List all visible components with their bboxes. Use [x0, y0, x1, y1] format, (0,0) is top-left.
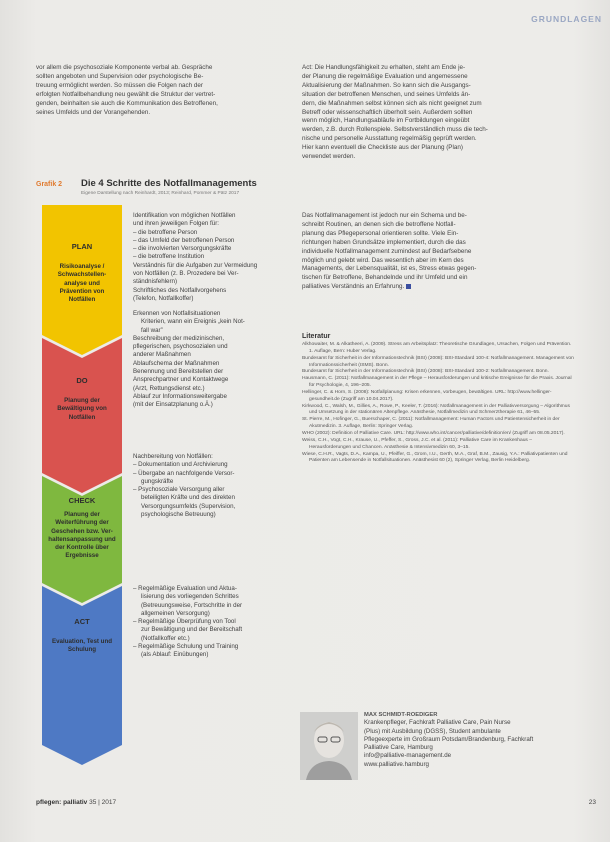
step-description-line: Notfällen — [68, 413, 96, 421]
literature-entry: Wiese, C.H.R., Vagts, D.A., Kampa, U., Pfeiffer, G., Grom, I.U., Gerth, M.A., Graf, B.M., Zausig, Y.A.: Palliativpatienten und Patienten am Lebensende in Notfallsituationen. Anästhesist 60 (2), Springer Verlag, Berlin Heidelberg. — [302, 451, 568, 464]
check-detail-line: Nachbereitung von Notfällen: — [133, 453, 213, 460]
step-description-line: Planung der — [64, 511, 100, 519]
do-step-description — [46, 397, 118, 422]
check-detail-line: psychologische Betreuung) — [141, 511, 216, 519]
literature-entry: Weiss, C.H., Vogt, C.H., Krause, U., Pfeffer, S., Gross, J.C. et al. (2011): Palliative Care im Krankenhaus – Herausforderungen und Chancen. Anästhesie & Intensivmedizin 60, 3–15. — [302, 437, 532, 450]
act-detail-line: – Regelmäßige Überprüfung von Tool — [133, 618, 236, 626]
author-bio-line: Pflegeexperte im Großraum Potsdam/Brandenburg, Fachkraft — [364, 735, 534, 743]
literature-entry: Hausmann, C. (2011): Notfallmanagement in der Pflege – Herausforderungen und kritische Ereignisse für die Praxis. Journal für Psychologie, 4, 196–205. — [302, 376, 572, 389]
literature-entry: St. Pierre, M., Hofinger, G., Buerschaper, C. (2011): Notfallmanagement: Human Factors und Patientensicherheit in der Akutmedizin. 3. Auflage, Berlin: Springer Verlag. — [302, 417, 560, 430]
paragraph-line: schreibt Routinen, an denen sich die betroffene Notfall- — [302, 220, 456, 228]
step-description-line: Bewältigung von — [57, 405, 107, 413]
act-detail-line: allgemeinen Versorgung) — [141, 609, 210, 617]
author-photo — [300, 712, 358, 780]
intro-line: der Planung die regelmäßige Evaluation und angemessene — [302, 72, 468, 80]
intro-line: werden, z.B. durch Rollenspiele. Selbstverständlich muss die tech- — [302, 126, 488, 134]
literature-entry: Alkhowaiter, M. & Alkatheeri, A. (2009). Stress am Arbeitsplatz: Theoretische Grundlagen, Ursachen, Folgen und Prävention. 1. Auflage, Bern: Huber Verlag. — [302, 342, 572, 354]
act-detail-line: (Betreuungsweise, Fortschritte in der — [141, 601, 243, 609]
check-detail-line: – Dokumentation und Archivierung — [133, 461, 228, 469]
plan-step-head: PLAN — [71, 242, 93, 251]
author-name: MAX SCHMIDT-ROEDIGER — [364, 712, 438, 718]
page-number: 23 — [588, 799, 596, 806]
plan-detail-line: Schriftliches des Notfallvorgehens — [133, 286, 227, 294]
intro-line: wenn möglich, Handlungsabläufe im Fortbildungen eingeübt — [302, 117, 470, 125]
author-bio-line: Palliative Care, Hamburg — [364, 744, 433, 752]
act-detail-line: lisierung des vorliegenden Schrittes — [141, 593, 239, 601]
right-intro-paragraph — [302, 64, 574, 162]
do-detail-line: fall war” — [141, 326, 163, 334]
step-description-line: Weiterführung der — [55, 519, 109, 527]
paragraph-line: planung das Pflegepersonal orientieren sollte. Viele Ein- — [302, 229, 459, 237]
do-detail-line: (Arzt, Rettungsdienst etc.) — [133, 384, 205, 392]
footer-journal — [36, 799, 116, 806]
step-description-line: Evaluation, Test und — [51, 638, 113, 646]
paragraph-line: individuelle Notfallmanagement zumindest auf Bedarfsebene — [302, 247, 472, 255]
step-description-line: Schwachstellen- — [57, 271, 107, 279]
plan-detail-line: – die involvierten Versorgungskräfte — [133, 245, 232, 253]
literature-entry: Hellinger, C. & Horn, S. (2008): Notfallplanung: Krisen erkennen, vorbeugen, bewältigen. URL: http://www.hellinger-gesundheit.de (Zugriff am 10.04.2017). — [302, 389, 552, 402]
intro-line: dern, die Maßnahmen selbst können sich als nicht geeignet zum — [302, 99, 482, 107]
paragraph-line: palliatives Verständnis an Erfahrung. — [302, 283, 574, 292]
left-intro-paragraph — [36, 64, 290, 117]
check-step-description — [46, 511, 118, 560]
journal-issue: 35 | 2017 — [89, 799, 117, 806]
right-closing-paragraph — [302, 212, 574, 292]
intro-line: Betreff oder wissenschaftlich überholt sein. Außerdem sollten — [302, 108, 473, 116]
step-description-line: Ergebnisse — [65, 552, 99, 560]
act-detail-line: – Regelmäßige Schulung und Training — [133, 643, 239, 651]
intro-line: vor allem die psychosoziale Komponente verbal ab. Gespräche — [36, 64, 213, 71]
step-description-line: Risikoanalyse / — [59, 263, 105, 271]
literature-entry: Bundesamt für Sicherheit in der Informationstechnik (BSI) (2008): BSI-Standard 100-4: Notfallmanagement. Management von Informationssicherheit (ISMS). Bonn. — [302, 355, 574, 368]
author-bio-line: info@palliative-management.de — [364, 752, 452, 760]
intro-line: genden, beinhalten sie auch die Kommunikation des Betroffenen, — [36, 99, 218, 107]
act-detail-line: zur Bewältigung und der Bereitschaft — [141, 626, 243, 634]
author-bio-line: Krankenpfleger, Fachkraft Palliative Care, Pain Nurse — [364, 719, 511, 727]
check-details — [133, 453, 293, 519]
literature-list — [302, 342, 574, 465]
step-description-line: Prävention von — [59, 287, 105, 295]
step-description-line: Schulung — [67, 646, 97, 654]
literature-entry: Bundesamt für Sicherheit in der Informationstechnik (BSI) (2008): BSI-Standard 100-2: Notfallmanagement. Bonn. — [302, 369, 549, 375]
plan-step-description — [46, 263, 118, 304]
journal-name: pflegen: palliativ — [36, 799, 88, 806]
intro-line: erfolgten Notfallbehandlung neu gewählt die Struktur der vertret- — [36, 90, 216, 98]
check-step — [46, 497, 118, 560]
act-details — [133, 585, 293, 660]
do-detail-line: Beschreibung der medizinischen, — [133, 334, 225, 342]
figure-source: Eigene Darstellung nach Reinhardt, 2013; Reinhard, Pommer & Pätz 2017 — [81, 191, 240, 196]
act-chevron — [42, 586, 122, 765]
do-detail-line: anderer Maßnahmen — [133, 351, 191, 359]
step-description-line: haltensanpassung und — [48, 535, 116, 543]
paragraph-line: Das Notfallmanagement ist jedoch nur ein Schema und be- — [302, 212, 467, 219]
act-step-head: ACT — [74, 617, 90, 626]
act-detail-line: (Notfallkoffer etc.) — [141, 634, 190, 642]
intro-line: situation der betroffenen Menschen, und seines Umfelds än- — [302, 90, 471, 98]
intro-line: nische und personelle Ausstattung regelmäßig geprüft werden. — [302, 135, 477, 143]
check-step-head: CHECK — [68, 496, 96, 505]
plan-detail-line: – das Umfeld der betroffenen Person — [133, 236, 235, 244]
author-bio-line: (Plus) mit Ausbildung (DGSS), Student ambulante — [364, 727, 501, 735]
do-step — [46, 377, 118, 422]
end-mark-icon — [406, 284, 411, 289]
plan-detail-line: Identifikation von möglichen Notfällen — [133, 212, 236, 219]
check-detail-line: Versorgungsumfelds (Supervision, — [141, 502, 236, 510]
author-info — [364, 711, 584, 769]
do-detail-line: Ansprechpartner und Kontaktwege — [133, 376, 229, 384]
intro-line: seines Umfelds und der Vorangehenden. — [36, 108, 151, 116]
paragraph-line: tischen für Betroffene, Behandelnde und ihr Umfeld und ein — [302, 274, 468, 282]
step-description-line: Planung der — [64, 397, 100, 405]
step-description-line: analyse und — [64, 279, 100, 287]
act-detail-line: (als Ablauf: Einübungen) — [141, 651, 209, 659]
figure-label: Grafik 2 — [36, 181, 63, 188]
intro-line: sollten angeboten und Supervision oder psychologische Be- — [36, 72, 204, 80]
do-detail-line: Benennung und Bereitstellen der — [133, 368, 224, 376]
do-detail-line: Ablaufschema der Maßnahmen — [133, 359, 220, 367]
do-detail-line: Kriterien, wann ein Ereignis „kein Not- — [141, 318, 245, 326]
literature-heading: Literatur — [302, 333, 331, 340]
step-description-line: Notfällen — [68, 296, 96, 304]
do-detail-line: Ablauf zur Informationsweitergabe — [133, 392, 227, 400]
plan-detail-line: – die betroffene Institution — [133, 253, 205, 261]
act-step — [46, 618, 118, 655]
step-description-line: der Kontrolle über — [55, 544, 109, 552]
section-label: GRUNDLAGEN — [531, 14, 602, 24]
act-step-description — [46, 638, 118, 654]
author-bio-line: www.palliative.hamburg — [364, 760, 429, 768]
plan-detail-line: von Notfällen (z. B. Prozedere bei Ver- — [133, 270, 239, 278]
paragraph-line: Managements, der Lebensqualität, ist es, Stress etwas gegen- — [302, 265, 477, 273]
intro-line: Act: Die Handlungsfähigkeit zu erhalten, steht am Ende je- — [302, 64, 466, 71]
plan-details — [133, 212, 293, 303]
intro-line: Aktualisierung der Maßnahmen. So kann sich die Ausgangs- — [302, 81, 471, 89]
intro-line: treuung ermöglicht werden. So müssen die Folgen nach der — [36, 81, 203, 89]
do-step-head: DO — [76, 376, 88, 385]
step-description-line: Geschehen bzw. Ver- — [51, 527, 113, 535]
intro-line: verwendet werden. — [302, 153, 356, 161]
figure-title: Die 4 Schritte des Notfallmanagements — [81, 178, 257, 189]
author-bio — [364, 719, 584, 769]
intro-line: Hier kann eventuell die Checkliste aus der Planung (Plan) — [302, 144, 464, 152]
step-diagram — [42, 205, 120, 765]
plan-detail-line: ständnisfehlern) — [133, 278, 178, 286]
check-detail-line: beteiligten Kräfte und des direkten — [141, 494, 235, 502]
check-detail-line: – Übergabe an nachfolgende Versor- — [133, 469, 235, 477]
do-detail-line: (mit der Einsatzplanung o.Ä.) — [133, 401, 213, 409]
literature-entry: WHO (2002): Definition of Palliative Care. URL: http://www.who.int/cancer/palliative/definition/en/ (Zugriff am 08.05.2017). — [302, 430, 565, 436]
plan-detail-line: (Telefon, Notfallkoffer) — [133, 294, 194, 302]
paragraph-line: richtungen haben Grundsätze implementiert, durch die das — [302, 238, 466, 246]
paragraph-line: möglich und gelebt wird. Das wesentlich aber im Kern des — [302, 256, 464, 264]
do-detail-line: Erkennen von Notfallsituationen — [133, 310, 221, 317]
plan-detail-line: und ihren jeweiligen Folgen für: — [133, 220, 219, 228]
check-detail-line: – Psychosoziale Versorgung aller — [133, 486, 225, 494]
check-detail-line: gungskräfte — [141, 477, 174, 485]
plan-step — [46, 243, 118, 304]
literature-entry: Kirkwood, C., Walsh, M., Gillies, A., Rowe, P., Keeler, T. (2016): Notfallmanagement in der Palliativversorgung – Algorithmus und Umsetzung in der stationären Altenpflege. Anästhesie, Notfallmedizin und Schmerztherapie 61, 46–55. — [302, 403, 570, 416]
plan-detail-line: – die betroffene Person — [133, 228, 198, 236]
act-detail-line: – Regelmäßige Evaluation und Aktua- — [133, 585, 237, 592]
do-detail-line: pflegerischen, psychosozialen und — [133, 343, 228, 351]
do-details — [133, 310, 293, 410]
plan-detail-line: Verständnis für die Aufgaben zur Vermeidung — [133, 261, 258, 269]
